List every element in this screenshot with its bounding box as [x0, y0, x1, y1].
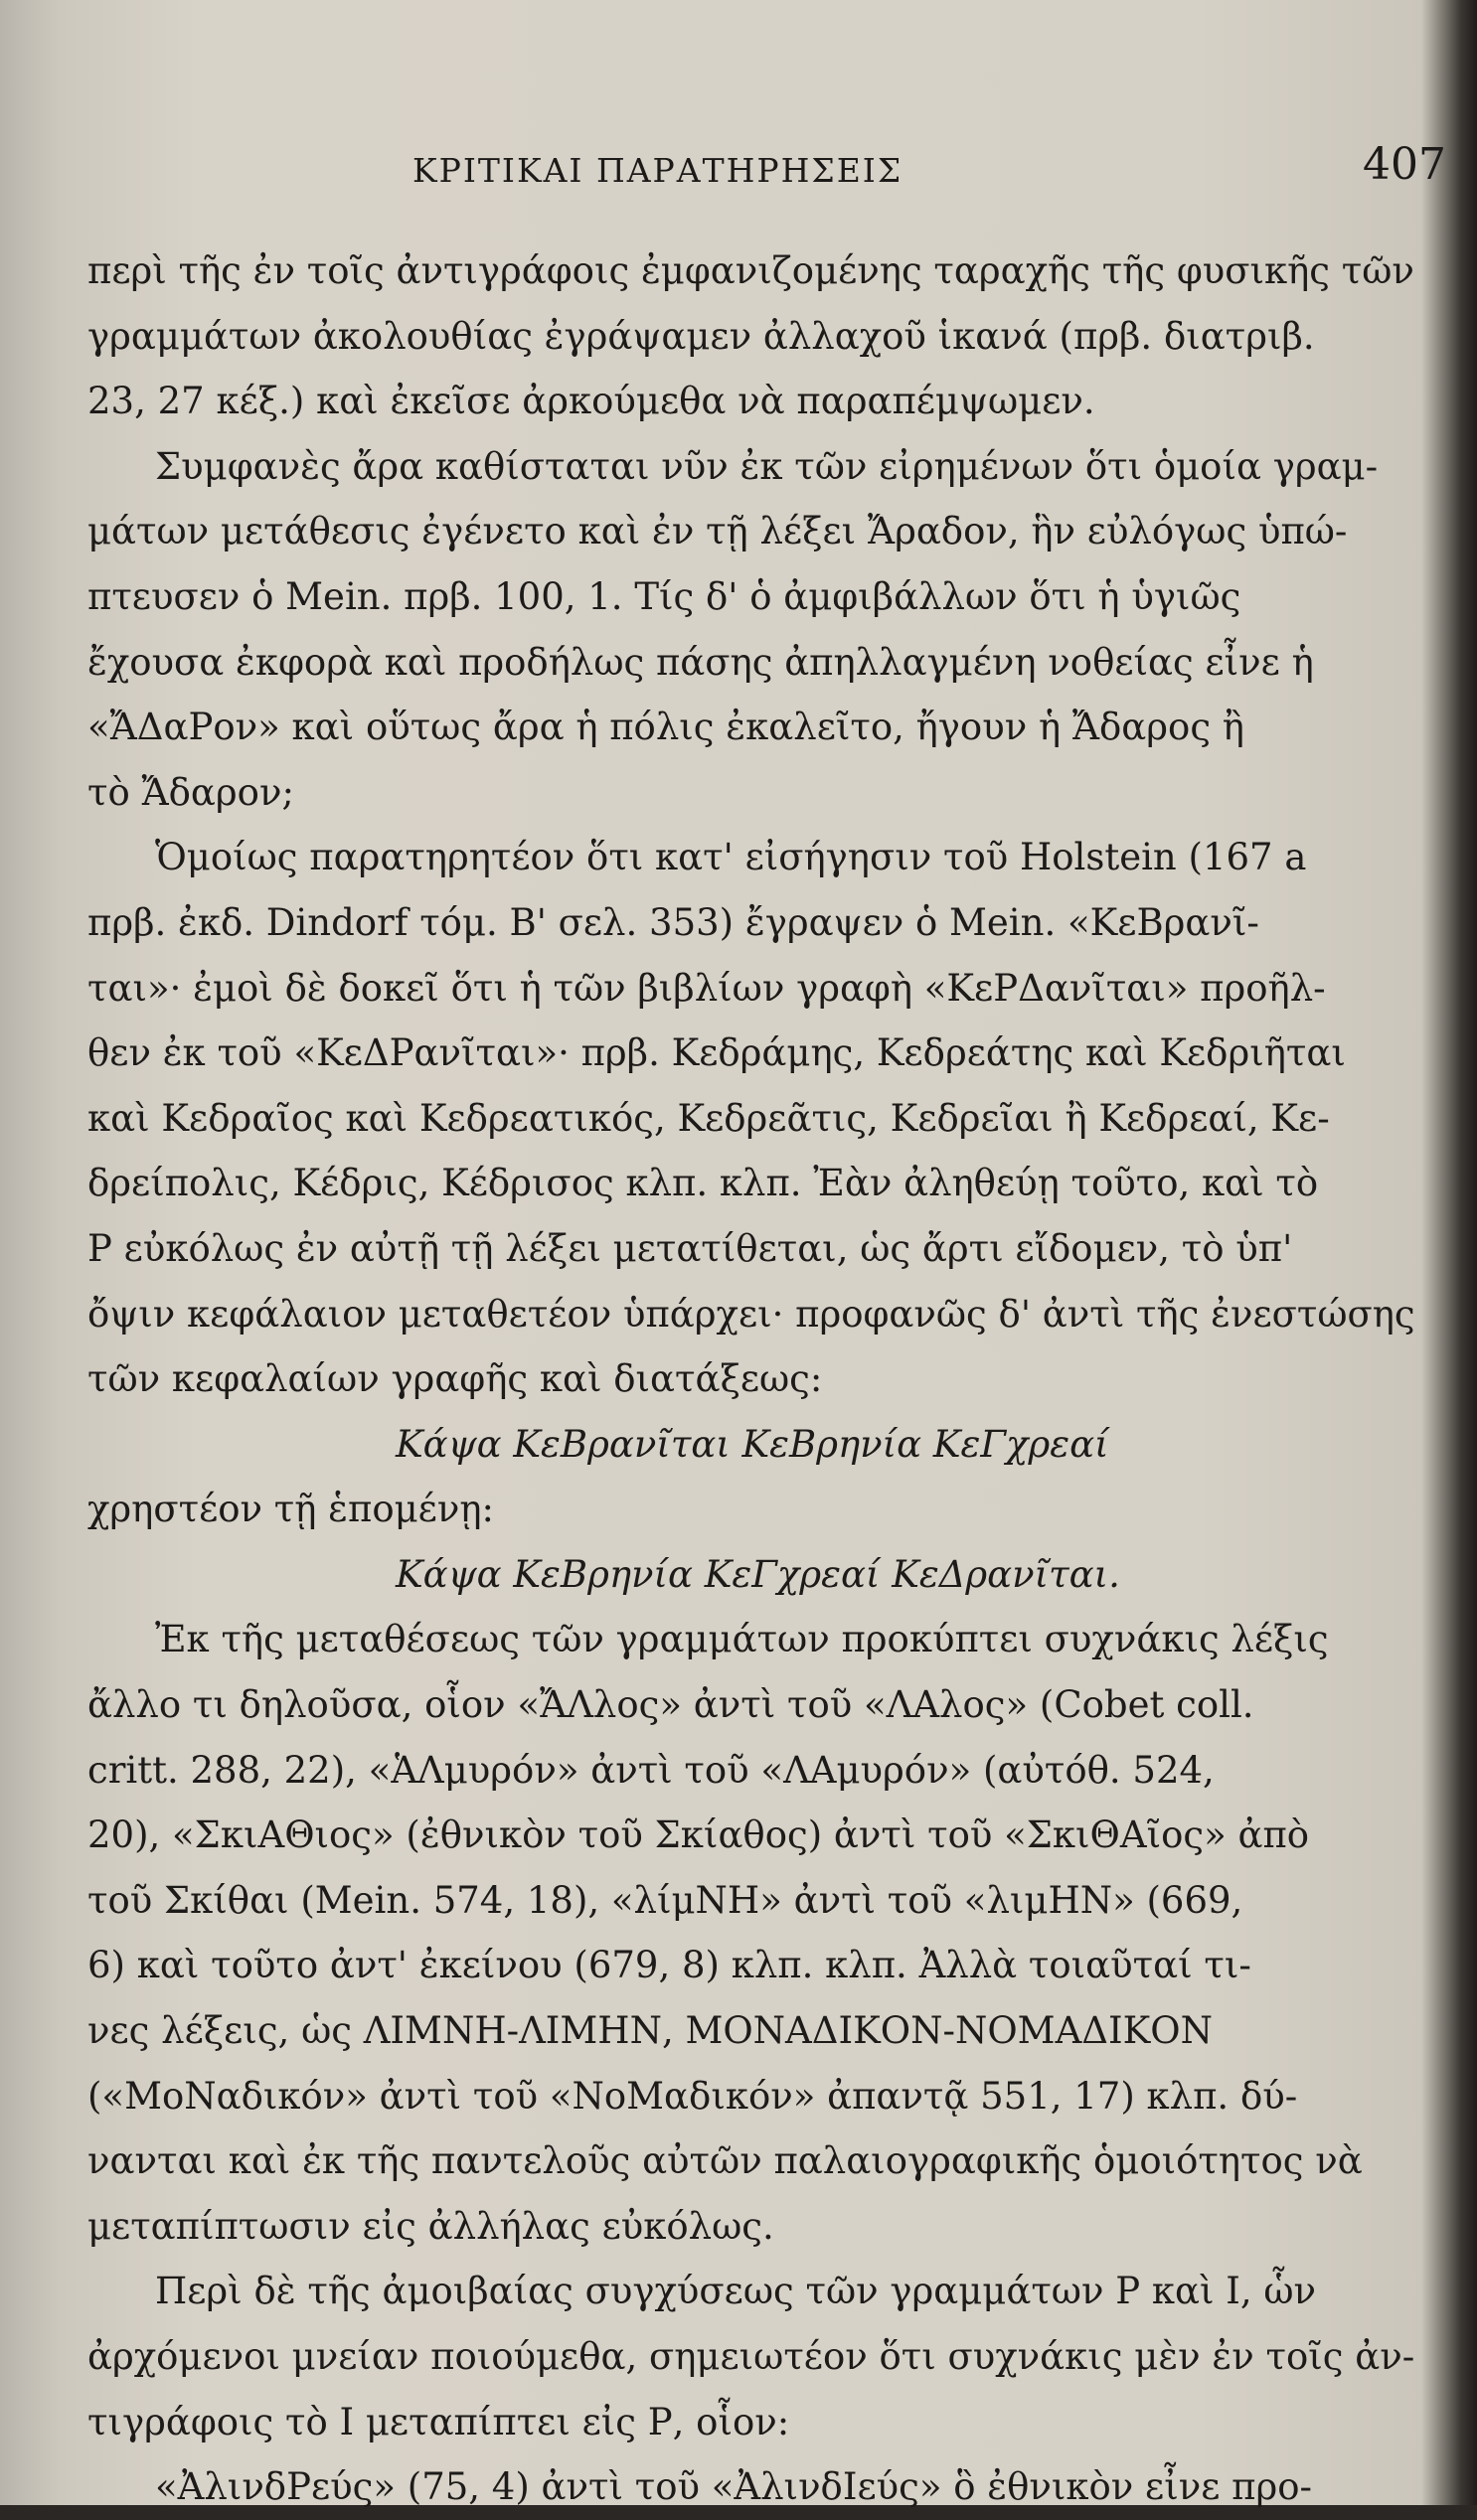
page-number: 407: [1363, 139, 1446, 190]
text-line: νανται καὶ ἐκ τῆς παντελοῦς αὐτῶν παλαιογραφικῆς ὁμοιότητος νὰ: [87, 2139, 1363, 2183]
text-line: Ὁμοίως παρατηρητέον ὅτι κατ' εἰσήγησιν τοῦ Holstein (167 a: [155, 836, 1307, 879]
text-line: περὶ τῆς ἐν τοῖς ἀντιγράφοις ἐμφανιζομένης ταραχῆς τῆς φυσικῆς τῶν: [87, 249, 1414, 292]
text-line: («ΜοΝαδικόν» ἀντὶ τοῦ «ΝοΜαδικόν» ἀπαντᾷ 551, 17) κλπ. δύ-: [87, 2074, 1298, 2118]
text-line: 20), «ΣκιΑΘιος» (ἐθνικὸν τοῦ Σκίαθος) ἀντὶ τοῦ «ΣκιΘΑῖος» ἀπὸ: [87, 1813, 1310, 1857]
text-line: Κάψα ΚεΒρηνία ΚεΓχρεαί ΚεΔρανῖται.: [396, 1552, 1120, 1596]
text-line: «ἌΔαΡον» καὶ οὕτως ἄρα ἡ πόλις ἐκαλεῖτο, ἤγουν ἡ Ἄδαρος ἢ: [87, 706, 1244, 749]
text-line: ἀρχόμενοι μνείαν ποιούμεθα, σημειωτέον ὅτι συχνάκις μὲν ἐν τοῖς ἀν-: [87, 2335, 1415, 2378]
text-line: τιγράφοις τὸ Ι μεταπίπτει εἰς Ρ, οἷον:: [87, 2400, 790, 2443]
text-line: θεν ἐκ τοῦ «ΚεΔΡανῖται»· πρβ. Κεδράμης, Κεδρεάτης καὶ Κεδριῆται: [87, 1031, 1346, 1075]
text-line: πρβ. ἐκδ. Dindorf τόμ. Β' σελ. 353) ἔγραψεν ὁ Mein. «ΚεΒρανῖ-: [87, 900, 1259, 944]
text-line: ὄψιν κεφάλαιον μεταθετέον ὑπάρχει· προφανῶς δ' ἀντὶ τῆς ἐνεστώσης: [87, 1292, 1415, 1336]
text-line: μεταπίπτωσιν εἰς ἀλλήλας εὐκόλως.: [87, 2204, 774, 2248]
running-head: ΚΡΙΤΙΚΑΙ ΠΑΡΑΤΗΡΗΣΕΙΣ: [412, 151, 903, 190]
text-line: 6) καὶ τοῦτο ἀντ' ἐκείνου (679, 8) κλπ. κλπ. Ἀλλὰ τοιαῦταί τι-: [87, 1944, 1251, 1987]
text-line: καὶ Κεδραῖος καὶ Κεδρεατικός, Κεδρεᾶτις, Κεδρεῖαι ἢ Κεδρεαί, Κε-: [87, 1096, 1330, 1140]
text-line: ἄλλο τι δηλοῦσα, οἷον «ἌΛλος» ἀντὶ τοῦ «ΛΑλος» (Cobet coll.: [87, 1683, 1254, 1727]
text-line: γραμμάτων ἀκολουθίας ἐγράψαμεν ἀλλαχοῦ ἱκανά (πρβ. διατριβ.: [87, 314, 1315, 358]
text-line: Ἐκ τῆς μεταθέσεως τῶν γραμμάτων προκύπτει συχνάκις λέξις: [155, 1618, 1329, 1661]
text-line: πτευσεν ὁ Mein. πρβ. 100, 1. Τίς δ' ὁ ἀμφιβάλλων ὅτι ἡ ὑγιῶς: [87, 574, 1241, 618]
text-line: Κάψα ΚεΒρανῖται ΚεΒρηνία ΚεΓχρεαί: [396, 1422, 1109, 1466]
text-line: τοῦ Σκίθαι (Mein. 574, 18), «λίμΝΗ» ἀντὶ τοῦ «λιμΗΝ» (669,: [87, 1878, 1243, 1922]
text-line: «ἈλινδΡεύς» (75, 4) ἀντὶ τοῦ «ἈλινδΙεύς» ὃ ἐθνικὸν εἶνε προ-: [155, 2465, 1313, 2509]
text-line: τῶν κεφαλαίων γραφῆς καὶ διατάξεως:: [87, 1357, 823, 1401]
page-header: [412, 139, 1446, 211]
body-text: [87, 238, 1419, 2520]
text-line: Συμφανὲς ἄρα καθίσταται νῦν ἐκ τῶν εἰρημένων ὅτι ὁμοία γραμ-: [155, 444, 1379, 488]
text-line: Ρ εὐκόλως ἐν αὐτῇ τῇ λέξει μετατίθεται, ὡς ἄρτι εἴδομεν, τὸ ὑπ': [87, 1226, 1293, 1270]
text-line: τὸ Ἄδαρον;: [87, 770, 294, 814]
text-line: ται»· ἐμοὶ δὲ δοκεῖ ὅτι ἡ τῶν βιβλίων γραφὴ «ΚεΡΔανῖται» προῆλ-: [87, 966, 1326, 1010]
text-line: 23, 27 κέξ.) καὶ ἐκεῖσε ἀρκούμεθα νὰ παραπέμψωμεν.: [87, 380, 1095, 423]
text-line: critt. 288, 22), «ἉΛμυρόν» ἀντὶ τοῦ «ΛΑμυρόν» (αὐτόθ. 524,: [87, 1748, 1215, 1792]
text-line: ἔχουσα ἐκφορὰ καὶ προδήλως πάσης ἀπηλλαγμένη νοθείας εἶνε ἡ: [87, 640, 1314, 684]
text-line: νες λέξεις, ὡς ΛΙΜΝΗ-ΛΙΜΗΝ, ΜΟΝΑΔΙΚΟΝ-ΝΟΜΑΔΙΚΟΝ: [87, 2009, 1213, 2053]
text-line: Περὶ δὲ τῆς ἀμοιβαίας συγχύσεως τῶν γραμμάτων Ρ καὶ Ι, ὧν: [155, 2270, 1317, 2313]
text-line: δρείπολις, Κέδρις, Κέδρισος κλπ. κλπ. Ἐὰν ἀληθεύῃ τοῦτο, καὶ τὸ: [87, 1162, 1319, 1205]
text-line: χρηστέον τῇ ἑπομένῃ:: [87, 1488, 494, 1531]
text-line: μάτων μετάθεσις ἐγένετο καὶ ἐν τῇ λέξει Ἄραδον, ἣν εὐλόγως ὑπώ-: [87, 510, 1348, 553]
